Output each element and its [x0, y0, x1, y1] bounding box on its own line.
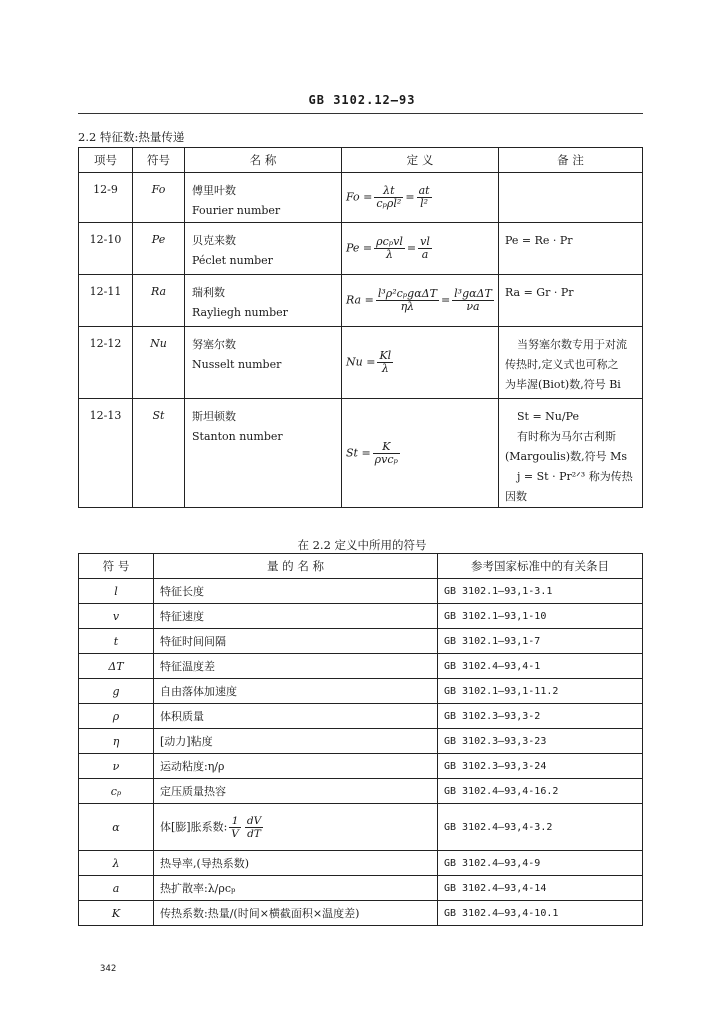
standard-reference: GB 3102.1—93,1-7: [438, 629, 643, 654]
table-row: [79, 399, 643, 508]
fraction: [376, 288, 439, 313]
remark-line: (Margoulis)数,符号 Ms: [505, 450, 627, 463]
denominator: λ: [381, 362, 389, 375]
table-row: [79, 275, 643, 327]
fraction: [417, 185, 432, 210]
quantity-name: [154, 604, 438, 629]
table-header-row: [79, 554, 643, 579]
table-row: [79, 654, 643, 679]
standard-reference: GB 3102.3—93,3-2: [438, 704, 643, 729]
remarks: [499, 275, 643, 327]
definition-formula: [342, 327, 499, 399]
quantity-name-text: 特征长度: [160, 585, 204, 598]
col-header-quantity-name: 量 的 名 称: [154, 554, 438, 579]
denominator: V: [231, 827, 239, 840]
standard-reference: GB 3102.1—93,1-10: [438, 604, 643, 629]
table-row: [79, 679, 643, 704]
name-english: Péclet number: [192, 254, 273, 267]
standard-reference: GB 3102.1—93,1-3.1: [438, 579, 643, 604]
quantity-name: [185, 173, 342, 223]
table-row: [79, 704, 643, 729]
quantity-name-text: 定压质量热容: [160, 785, 226, 798]
name-chinese: 努塞尔数: [192, 338, 236, 351]
standard-reference: GB 3102.4—93,4-1: [438, 654, 643, 679]
denominator: cₚρl²: [376, 197, 402, 210]
denominator: ηλ: [400, 300, 415, 313]
quantity-name: [154, 754, 438, 779]
table-row: [79, 851, 643, 876]
table-row: [79, 729, 643, 754]
table-row: [79, 327, 643, 399]
item-number: 12-13: [79, 399, 133, 508]
quantity-name-text: 传热系数:热量/(时间×横截面积×温度差): [160, 907, 360, 920]
item-number: 12-9: [79, 173, 133, 223]
quantity-name-text: 特征时间间隔: [160, 635, 226, 648]
numerator: K: [373, 441, 400, 454]
quantity-name: [185, 399, 342, 508]
formula-lhs: St =: [346, 446, 371, 459]
characteristic-numbers-table: [78, 147, 643, 508]
name-english: Nusselt number: [192, 358, 282, 371]
fraction: [373, 441, 400, 466]
quantity-name-text: 热导率,(导热系数): [160, 857, 250, 870]
quantity-name-text: 体积质量: [160, 710, 204, 723]
quantity-name: [154, 654, 438, 679]
symbol: g: [79, 679, 154, 704]
numerator: dV: [246, 814, 262, 827]
col-header-symbol: 符 号: [79, 554, 154, 579]
page-number: 342: [100, 964, 117, 974]
symbol: Nu: [133, 327, 185, 399]
remark-line: Ra = Gr · Pr: [505, 286, 574, 299]
standard-reference: GB 3102.3—93,3-23: [438, 729, 643, 754]
quantity-name: [154, 629, 438, 654]
symbols-table: [78, 553, 643, 926]
definition-formula: [342, 173, 499, 223]
formula-lhs: Fo =: [346, 190, 373, 204]
symbol: λ: [79, 851, 154, 876]
symbol: a: [79, 876, 154, 901]
table-row: [79, 604, 643, 629]
table-row: [79, 579, 643, 604]
quantity-name: [154, 579, 438, 604]
remarks: [499, 399, 643, 508]
table-row: [79, 223, 643, 275]
col-header-name: 名 称: [185, 148, 342, 173]
remark-line: Pe = Re · Pr: [505, 234, 573, 247]
remark-line: St = Nu/Pe: [517, 410, 579, 423]
remark-line: 当努塞尔数专用于对流: [517, 338, 627, 351]
symbol: Fo: [133, 173, 185, 223]
symbol: ρ: [79, 704, 154, 729]
name-chinese: 傅里叶数: [192, 184, 236, 197]
col-header-reference: 参考国家标准中的有关条目: [438, 554, 643, 579]
header-rule: [78, 113, 643, 114]
symbol: v: [79, 604, 154, 629]
remark-line: 为毕渥(Biot)数,符号 Bi: [505, 378, 621, 391]
standard-reference: GB 3102.4—93,4-14: [438, 876, 643, 901]
page-header: GB 3102.12—93: [308, 93, 416, 107]
numerator: ρcₚvl: [376, 235, 403, 248]
definition-formula: [342, 399, 499, 508]
denominator: l²: [420, 197, 429, 210]
numerator: l³ρ²cₚgαΔT: [377, 287, 437, 300]
quantity-name-text: 热扩散率:λ/ρcₚ: [160, 882, 236, 895]
col-header-item-no: 项号: [79, 148, 133, 173]
remark-line: j = St · Pr²ᐟ³ 称为传热: [517, 470, 633, 483]
quantity-name-text: 自由落体加速度: [160, 685, 237, 698]
col-header-symbol: 符号: [133, 148, 185, 173]
table-row: [79, 754, 643, 779]
denominator: dT: [247, 827, 261, 840]
symbol: cₚ: [79, 779, 154, 804]
definition-formula: [342, 275, 499, 327]
quantity-name: [154, 679, 438, 704]
name-english: Fourier number: [192, 204, 281, 217]
col-header-remarks: 备 注: [499, 148, 643, 173]
symbol: t: [79, 629, 154, 654]
standard-reference: GB 3102.4—93,4-9: [438, 851, 643, 876]
quantity-name-text: 运动粘度:η/ρ: [160, 760, 225, 773]
item-number: 12-11: [79, 275, 133, 327]
symbol: Pe: [133, 223, 185, 275]
item-number: 12-12: [79, 327, 133, 399]
numerator: l³gαΔT: [454, 287, 492, 300]
formula-lhs: Ra =: [346, 293, 374, 307]
remark-line: 因数: [505, 490, 527, 503]
numerator: Kl: [379, 349, 392, 362]
standard-reference: GB 3102.4—93,4-3.2: [438, 804, 643, 851]
numerator: vl: [420, 235, 430, 248]
name-chinese: 斯坦顿数: [192, 410, 236, 423]
table-row: [79, 901, 643, 926]
denominator: λ: [386, 248, 394, 261]
name-english: Rayliegh number: [192, 306, 288, 319]
quantity-name: [154, 729, 438, 754]
quantity-name: [154, 779, 438, 804]
quantity-name: [154, 851, 438, 876]
name-chinese: 瑞利数: [192, 286, 225, 299]
expansion-formula: [227, 814, 265, 840]
symbol: K: [79, 901, 154, 926]
standard-reference: GB 3102.1—93,1-11.2: [438, 679, 643, 704]
numerator: at: [418, 184, 430, 197]
symbols-table-caption: 在 2.2 定义中所用的符号: [297, 538, 427, 552]
quantity-name: [154, 704, 438, 729]
standard-reference: GB 3102.4—93,4-16.2: [438, 779, 643, 804]
quantity-name: [185, 327, 342, 399]
item-number: 12-10: [79, 223, 133, 275]
quantity-name-text: 体[膨]胀系数:: [160, 820, 228, 833]
symbol: l: [79, 579, 154, 604]
quantity-name: [154, 804, 438, 851]
table-row: [79, 629, 643, 654]
symbol: ν: [79, 754, 154, 779]
denominator: νa: [466, 300, 480, 313]
name-chinese: 贝克来数: [192, 234, 236, 247]
quantity-name: [154, 876, 438, 901]
quantity-name-text: 特征速度: [160, 610, 204, 623]
fraction: [377, 350, 393, 375]
fraction: [374, 185, 403, 210]
numerator: λt: [374, 185, 403, 198]
remarks: [499, 223, 643, 275]
table-row: [79, 804, 643, 851]
fraction: [245, 815, 263, 840]
fraction: [418, 236, 432, 261]
remark-line: 有时称为马尔古利斯: [517, 430, 616, 443]
remarks: [499, 173, 643, 223]
denominator: a: [421, 248, 429, 261]
name-english: Stanton number: [192, 430, 283, 443]
table-row: [79, 876, 643, 901]
quantity-name: [185, 275, 342, 327]
remarks: [499, 327, 643, 399]
quantity-name: [154, 901, 438, 926]
equals-sign: =: [406, 241, 417, 255]
quantity-name-text: 特征温度差: [160, 660, 215, 673]
symbol: η: [79, 729, 154, 754]
denominator: ρvcₚ: [374, 452, 398, 466]
equals-sign: =: [405, 190, 415, 204]
symbol: α: [79, 804, 154, 851]
symbol: ΔT: [79, 654, 154, 679]
fraction: [374, 236, 405, 261]
col-header-definition: 定 义: [342, 148, 499, 173]
formula-lhs: Nu =: [346, 355, 376, 369]
table-header-row: [79, 148, 643, 173]
symbol: St: [133, 399, 185, 508]
definition-formula: [342, 223, 499, 275]
equals-sign: =: [440, 293, 451, 307]
table-row: [79, 173, 643, 223]
section-title: 2.2 特征数:热量传递: [78, 130, 185, 144]
table-row: [79, 779, 643, 804]
fraction: [229, 815, 241, 840]
standard-reference: GB 3102.4—93,4-10.1: [438, 901, 643, 926]
remark-line: 传热时,定义式也可称之: [505, 358, 619, 371]
quantity-name-text: [动力]粘度: [160, 735, 213, 748]
standard-reference: GB 3102.3—93,3-24: [438, 754, 643, 779]
symbol: Ra: [133, 275, 185, 327]
quantity-name: [185, 223, 342, 275]
formula-lhs: Pe =: [346, 241, 373, 255]
numerator: 1: [229, 815, 241, 828]
fraction: [452, 288, 494, 313]
